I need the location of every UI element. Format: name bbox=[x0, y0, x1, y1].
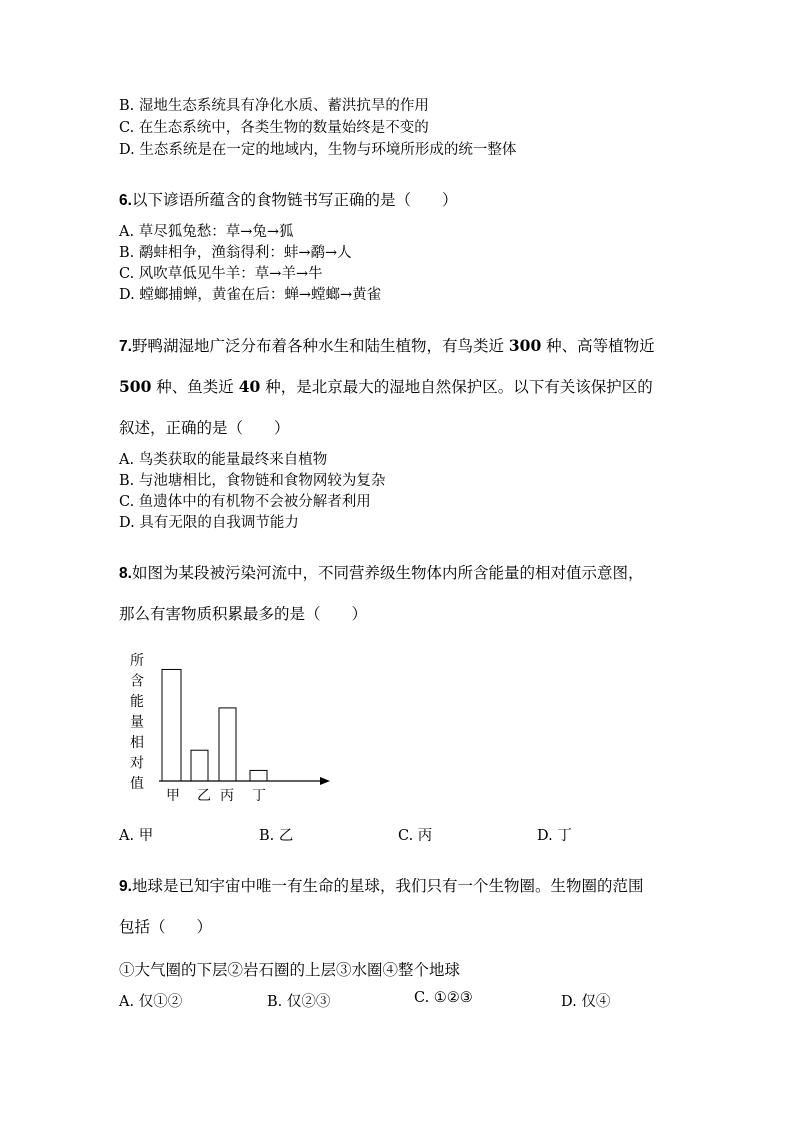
q7-stem-line-1 bbox=[119, 336, 655, 357]
q7-stem-part: 野鸭湖湿地广泛分布着各种水生和陆生植物，有鸟类近 bbox=[131, 337, 509, 355]
q6-option-d: D. 螳螂捕蝉，黄雀在后：蝉→螳螂→黄雀 bbox=[119, 287, 382, 303]
q6-option-a: A. 草尽狐兔愁：草→兔→狐 bbox=[119, 224, 294, 240]
q6-number: 6. bbox=[119, 192, 132, 209]
q8-option-a: A. 甲 bbox=[119, 828, 154, 844]
q7-stem-part: 种、鱼类近 bbox=[151, 378, 239, 396]
x-tick-label-甲: 甲 bbox=[166, 788, 180, 804]
q9-option-c: C. ①②③ bbox=[414, 990, 473, 1006]
q6-option-c: C. 风吹草低见牛羊：草→羊→牛 bbox=[119, 266, 323, 282]
x-axis-arrow bbox=[320, 777, 330, 785]
q7-stem-line-2 bbox=[119, 377, 653, 397]
q7-stem-bold: 40 bbox=[238, 377, 261, 396]
q9-stem-text: 地球是已知宇宙中唯一有生命的星球，我们只有一个生物圈。生物圈的范围 bbox=[131, 877, 644, 895]
q9-items: ①大气圈的下层②岩石圈的上层③水圈④整个地球 bbox=[119, 961, 461, 979]
q8-options-row bbox=[119, 824, 794, 844]
q7-stem-part: 种，是北京最大的湿地自然保护区。以下有关该保护区的 bbox=[260, 378, 653, 396]
bar-丙 bbox=[219, 708, 236, 781]
x-tick-label-乙: 乙 bbox=[197, 788, 211, 804]
y-axis-label-char: 相 bbox=[130, 735, 144, 751]
q8-number: 8. bbox=[119, 565, 132, 582]
q8-option-b: B. 乙 bbox=[259, 828, 294, 844]
bar-甲 bbox=[162, 669, 181, 781]
q5-option-c: C. 在生态系统中，各类生物的数量始终是不变的 bbox=[119, 120, 429, 136]
q8-stem-text: 如图为某段被污染河流中，不同营养级生物体内所含能量的相对值示意图， bbox=[131, 564, 644, 582]
q7-number: 7. bbox=[119, 338, 132, 355]
q9-stem-line-2: 包括（ ） bbox=[119, 918, 213, 936]
q7-option-d: D. 具有无限的自我调节能力 bbox=[119, 515, 299, 531]
q5-option-d: D. 生态系统是在一定的地域内，生物与环境所形成的统一整体 bbox=[119, 142, 517, 158]
q9-stem-line-1 bbox=[119, 876, 643, 897]
q7-stem-line-3: 叙述，正确的是（ ） bbox=[119, 419, 290, 437]
q7-option-c: C. 鱼遗体中的有机物不会被分解者利用 bbox=[119, 494, 371, 510]
bar-乙 bbox=[191, 750, 208, 781]
bar-丁 bbox=[250, 770, 267, 781]
energy-bar-chart-svg bbox=[119, 648, 334, 808]
y-axis-label-char: 能 bbox=[130, 694, 144, 710]
y-axis-label-char: 对 bbox=[130, 755, 144, 772]
y-axis-label-char: 量 bbox=[130, 714, 144, 731]
q8-option-d: D. 丁 bbox=[537, 828, 572, 844]
y-axis-label-char: 值 bbox=[130, 776, 144, 792]
y-axis-label-char: 所 bbox=[130, 653, 144, 669]
q9-option-d: D. 仅④ bbox=[561, 994, 611, 1010]
q7-stem-bold: 500 bbox=[119, 377, 152, 396]
y-axis-label-char: 含 bbox=[130, 673, 144, 690]
q9-number: 9. bbox=[119, 878, 132, 895]
x-tick-label-丁: 丁 bbox=[252, 788, 266, 804]
q8-stem-line-2: 那么有害物质积累最多的是（ ） bbox=[119, 605, 368, 623]
q7-option-a: A. 鸟类获取的能量最终来自植物 bbox=[119, 452, 328, 468]
q9-option-b: B. 仅②③ bbox=[267, 994, 331, 1010]
q9-options-row bbox=[119, 990, 794, 1010]
energy-bar-chart bbox=[119, 648, 334, 812]
q7-option-b: B. 与池塘相比，食物链和食物网较为复杂 bbox=[119, 473, 386, 489]
q6-stem bbox=[119, 190, 457, 211]
q6-option-b: B. 鹬蚌相争，渔翁得利：蚌→鹬→人 bbox=[119, 245, 352, 261]
q7-stem-bold: 300 bbox=[508, 336, 542, 355]
q8-option-c: C. 丙 bbox=[398, 828, 433, 844]
x-tick-label-丙: 丙 bbox=[220, 788, 234, 804]
q9-option-a: A. 仅①② bbox=[119, 994, 183, 1010]
q7-stem-part: 种、高等植物近 bbox=[541, 337, 655, 355]
q5-option-b: B. 湿地生态系统具有净化水质、蓄洪抗旱的作用 bbox=[119, 98, 429, 114]
q8-stem-line-1 bbox=[119, 563, 643, 584]
q6-stem-text: 以下谚语所蕴含的食物链书写正确的是（ ） bbox=[131, 191, 458, 209]
